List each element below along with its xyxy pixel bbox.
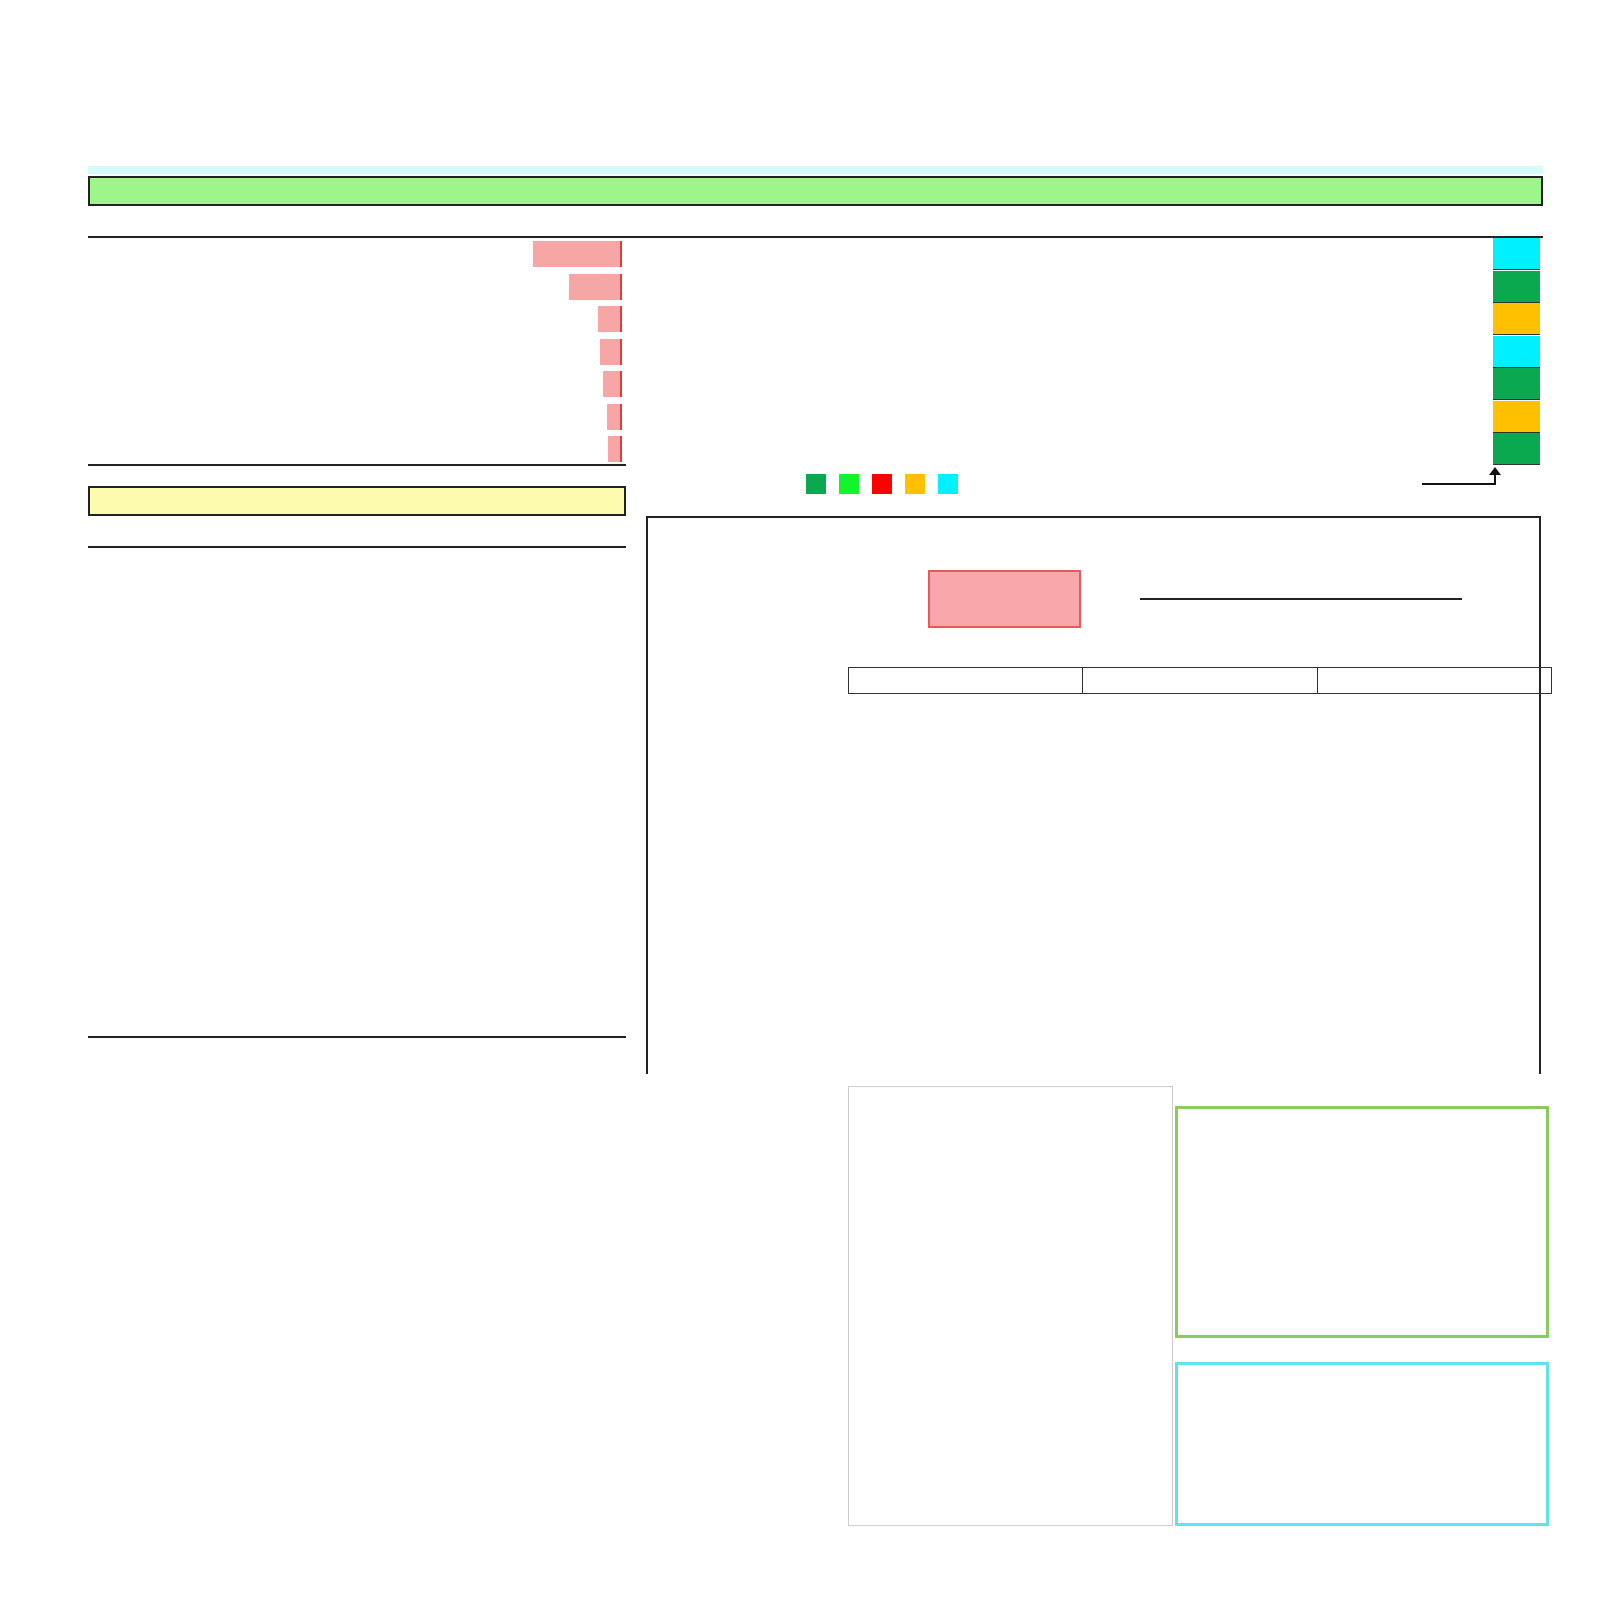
main-bacteria-header [88,176,1543,206]
abundance-pct [528,306,622,332]
legend-item [872,474,895,499]
legend-item [839,474,862,499]
main-row [88,336,1543,368]
abundance-pct [528,371,622,397]
class-swatch [1493,368,1540,400]
abundance-pct [528,241,622,267]
group-ratio-chart-svg [849,1087,1174,1527]
abundance-bar [600,339,620,365]
classification-legend [806,474,961,499]
legend-swatch [839,474,859,494]
class-swatch [1493,238,1540,270]
abundance-bar [607,404,620,430]
main-row [88,303,1543,335]
main-row [88,401,1543,433]
results-box [1175,1106,1549,1338]
fb-fraction-bar [1140,598,1462,600]
main-row [88,433,1543,465]
class-swatch [1493,401,1540,433]
class-swatch [1493,336,1540,368]
legend-item [806,474,829,499]
main-bottom-rule [88,464,626,466]
other-row [88,548,626,577]
class-swatch [1493,303,1540,335]
main-row [88,368,1543,400]
class-swatch [1493,433,1540,465]
header-accent-bar [88,166,1543,174]
main-row [88,271,1543,303]
other-bacteria-header [88,486,626,516]
abundance-bar [533,241,620,267]
abundance-bar [569,274,620,300]
abundance-pct [528,404,622,430]
bacteria-group-table [848,667,1552,694]
abundance-bar [603,371,620,397]
group-ratio-chart [848,1086,1173,1526]
group-header-name [849,668,1083,694]
abundance-pct [528,339,622,365]
class-swatch [1493,271,1540,303]
legend-item [905,474,928,499]
legend-swatch [872,474,892,494]
fb-value [928,570,1081,628]
abundance-bar [598,306,620,332]
other-bottom-rule [88,1036,626,1038]
group-header-property [1083,668,1317,694]
definitions-box [1175,1362,1549,1526]
main-row [88,238,1543,270]
legend-arrow-icon [1420,466,1510,490]
legend-swatch [905,474,925,494]
legend-swatch [938,474,958,494]
group-header-pct [1317,668,1551,694]
legend-swatch [806,474,826,494]
abundance-pct [528,436,622,462]
legend-item [938,474,961,499]
abundance-pct [528,274,622,300]
abundance-bar [608,436,620,462]
